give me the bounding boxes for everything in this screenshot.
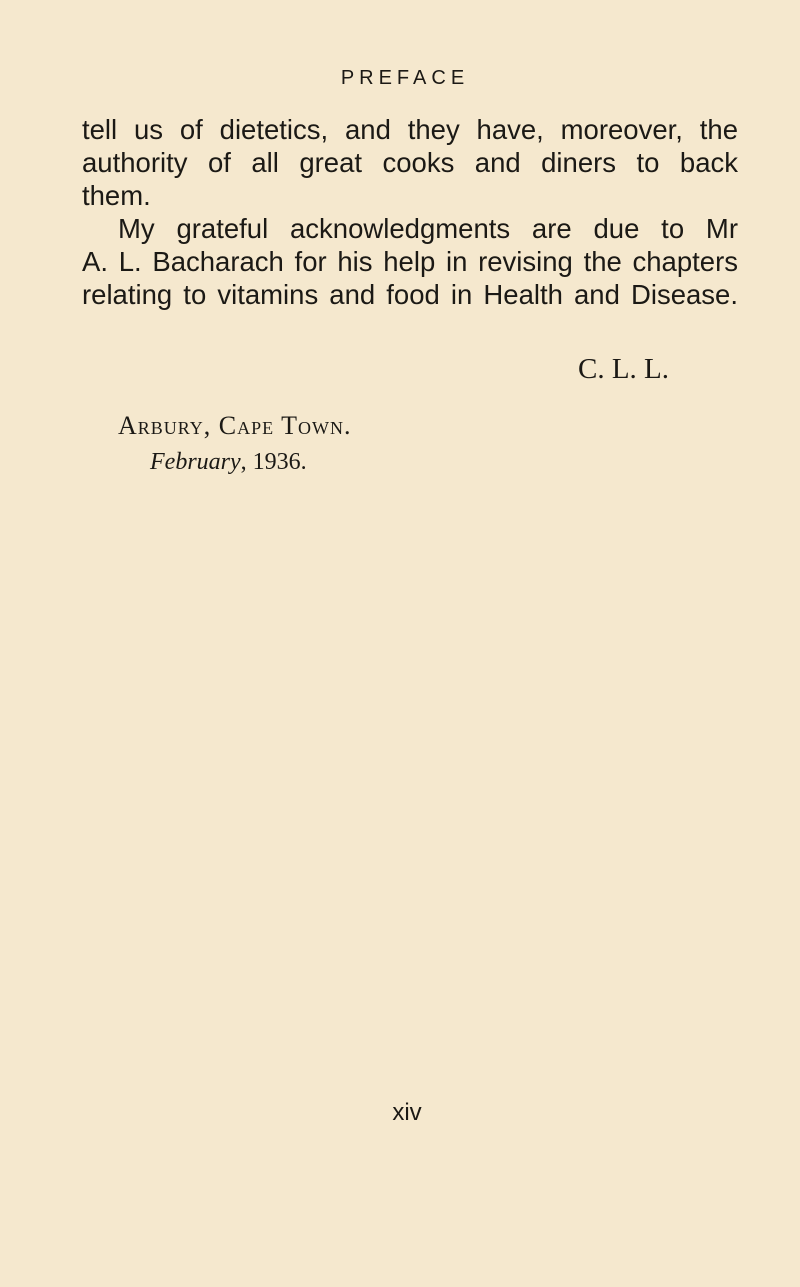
body-line: authority of all great cooks and diners to back: [82, 147, 738, 178]
body-line: relating to vitamins and food in Health and Disease.: [82, 279, 738, 310]
date-line: [150, 446, 307, 478]
body-line: tell us of dietetics, and they have, moreover, the: [82, 114, 738, 145]
body-line: them.: [82, 180, 151, 211]
preface-body: [82, 113, 738, 311]
place-line: Arbury, Cape Town.: [118, 411, 352, 440]
running-head: PREFACE: [340, 67, 470, 89]
body-line: My grateful acknowledgments are due to Mr: [118, 213, 738, 244]
body-line: A. L. Bacharach for his help in revising the chapters: [82, 246, 738, 277]
date-month: February: [150, 449, 241, 475]
date-year: , 1936.: [240, 449, 307, 475]
page-number: xiv: [392, 1099, 422, 1126]
author-initials: C. L. L.: [578, 353, 670, 385]
